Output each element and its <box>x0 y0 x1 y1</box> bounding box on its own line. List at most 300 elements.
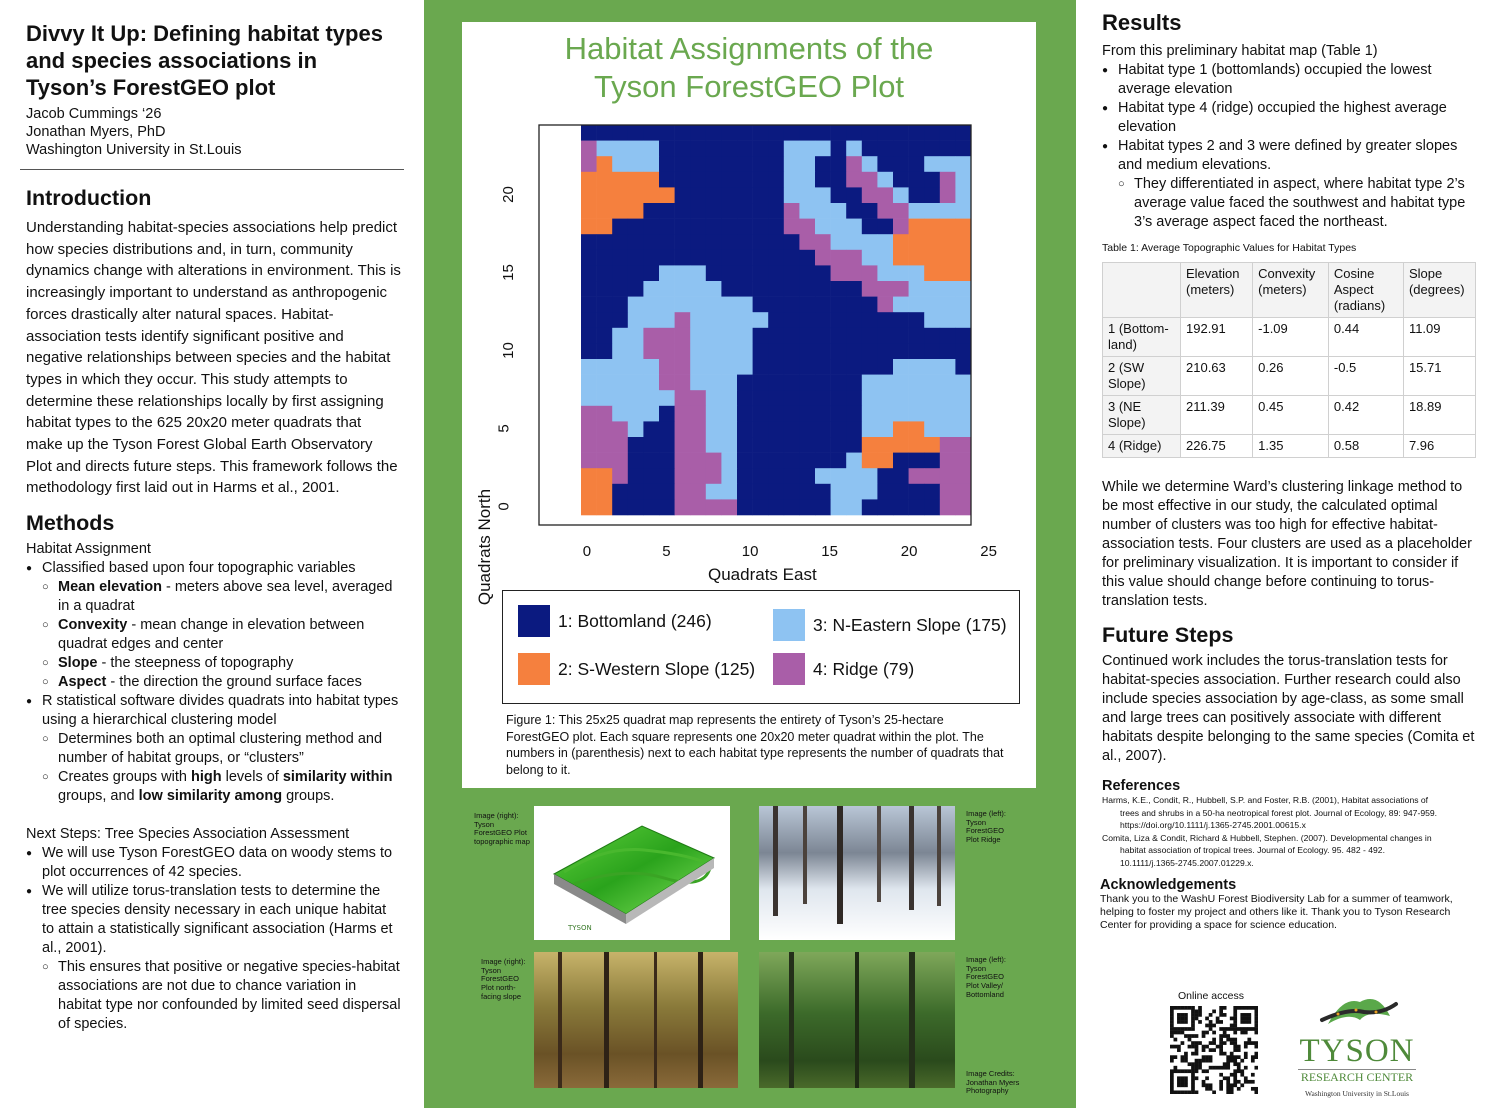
quadrat-cell-18-17 <box>862 234 878 250</box>
quadrat-cell-13-11 <box>784 328 800 344</box>
quadrat-cell-12-20 <box>768 187 784 203</box>
quadrat-cell-24-9 <box>955 359 971 375</box>
quadrat-cell-13-5 <box>784 421 800 437</box>
qr-module <box>1205 1087 1209 1091</box>
quadrat-cell-12-18 <box>768 219 784 235</box>
quadrat-cell-17-5 <box>846 421 862 437</box>
qr-module <box>1209 1041 1213 1045</box>
quadrat-cell-8-7 <box>706 390 722 406</box>
next-steps-list <box>26 844 402 1034</box>
quadrat-cell-5-0 <box>659 499 675 515</box>
qr-module <box>1170 1024 1174 1028</box>
qr-module <box>1223 1006 1227 1010</box>
quadrat-cell-15-6 <box>815 406 831 422</box>
results-bullet: ● Habitat type 4 (ridge) occupied the highest average elevation <box>1102 99 1480 137</box>
quadrat-cell-5-1 <box>659 484 675 500</box>
quadrat-cell-14-20 <box>799 187 815 203</box>
qr-module <box>1181 1059 1185 1063</box>
quadrat-cell-23-19 <box>940 203 956 219</box>
legend-swatch <box>518 605 550 637</box>
qr-module <box>1191 1052 1195 1056</box>
quadrat-cell-4-11 <box>643 328 659 344</box>
qr-module <box>1223 1062 1227 1066</box>
qr-module <box>1191 1006 1195 1010</box>
quadrat-cell-19-15 <box>877 265 893 281</box>
quadrat-cell-15-8 <box>815 375 831 391</box>
quadrat-cell-5-3 <box>659 453 675 469</box>
quadrat-cell-5-16 <box>659 250 675 266</box>
quadrat-cell-22-12 <box>924 312 940 328</box>
future-text: Continued work includes the torus-translation tests for habitat-species association. Further research could also include species association by age-class, as some small and large trees can positively associate with different habitats despite belonging to the same species (Comita et al., 2007). <box>1102 653 1475 764</box>
qr-module <box>1191 1080 1195 1084</box>
quadrat-cell-11-24 <box>753 125 769 141</box>
quadrat-cell-23-10 <box>940 343 956 359</box>
quadrat-cell-10-4 <box>737 437 753 453</box>
quadrat-cell-7-7 <box>690 390 706 406</box>
figure-title-line-2: Tyson ForestGEO Plot <box>593 69 905 104</box>
quadrat-cell-15-10 <box>815 343 831 359</box>
quadrat-cell-5-12 <box>659 312 675 328</box>
left-column <box>0 0 424 1108</box>
quadrat-cell-11-5 <box>753 421 769 437</box>
quadrat-cell-21-23 <box>909 141 925 157</box>
quadrat-cell-12-13 <box>768 297 784 313</box>
qr-module <box>1233 1069 1237 1073</box>
logo-university: Washington University in St.Louis <box>1305 1089 1409 1098</box>
qr-code[interactable] <box>1170 1006 1258 1094</box>
quadrat-cell-21-7 <box>909 390 925 406</box>
quadrat-cell-19-24 <box>877 125 893 141</box>
quadrat-cell-23-21 <box>940 172 956 188</box>
quadrat-cell-22-17 <box>924 234 940 250</box>
quadrat-cell-19-9 <box>877 359 893 375</box>
affiliation: Washington University in St.Louis <box>26 142 242 158</box>
quadrat-cell-16-15 <box>831 265 847 281</box>
quadrat-cell-5-19 <box>659 203 675 219</box>
qr-module <box>1170 1080 1174 1084</box>
methods-sub-bullet: ○ Convexity - mean change in elevation between quadrat edges and center <box>26 616 402 654</box>
quadrat-cell-7-11 <box>690 328 706 344</box>
quadrat-cell-7-14 <box>690 281 706 297</box>
quadrat-cell-6-15 <box>675 265 691 281</box>
reference-link[interactable]: https://doi.org/10.1111/j.1365-2745.2001.00615.x <box>1120 820 1306 830</box>
quadrat-cell-21-17 <box>909 234 925 250</box>
legend-swatch <box>773 609 805 641</box>
qr-module <box>1170 1006 1174 1010</box>
x-axis-label: Quadrats East <box>708 565 817 584</box>
quadrat-cell-24-16 <box>955 250 971 266</box>
quadrat-cell-6-17 <box>675 234 691 250</box>
quadrat-cell-20-8 <box>893 375 909 391</box>
quadrat-cell-11-15 <box>753 265 769 281</box>
qr-module <box>1254 1090 1258 1094</box>
results-list <box>1102 61 1480 232</box>
quadrat-cell-24-13 <box>955 297 971 313</box>
qr-module <box>1198 1062 1202 1066</box>
quadrat-cell-13-6 <box>784 406 800 422</box>
quadrat-cell-24-20 <box>955 187 971 203</box>
qr-module <box>1254 1027 1258 1031</box>
qr-module <box>1205 1017 1209 1021</box>
quadrat-cell-18-20 <box>862 187 878 203</box>
quadrat-cell-21-20 <box>909 187 925 203</box>
qr-module <box>1237 1055 1241 1059</box>
qr-module <box>1191 1066 1195 1070</box>
qr-module <box>1237 1066 1241 1070</box>
quadrat-cell-12-4 <box>768 437 784 453</box>
quadrat-cell-14-12 <box>799 312 815 328</box>
quadrat-cell-5-2 <box>659 468 675 484</box>
quadrat-cell-7-4 <box>690 437 706 453</box>
qr-module <box>1247 1041 1251 1045</box>
qr-module <box>1219 1073 1223 1077</box>
quadrat-cell-19-8 <box>877 375 893 391</box>
qr-module <box>1237 1069 1241 1073</box>
qr-module <box>1177 1090 1181 1094</box>
qr-module <box>1237 1027 1241 1031</box>
quadrat-cell-3-20 <box>628 187 644 203</box>
quadrat-cell-13-21 <box>784 172 800 188</box>
quadrat-cell-21-0 <box>909 499 925 515</box>
quadrat-cell-14-16 <box>799 250 815 266</box>
quadrat-cell-9-3 <box>721 453 737 469</box>
quadrat-cell-3-23 <box>628 141 644 157</box>
qr-module <box>1223 1034 1227 1038</box>
quadrat-cell-6-2 <box>675 468 691 484</box>
quadrat-cell-9-9 <box>721 359 737 375</box>
methods-list <box>26 559 402 806</box>
qr-module <box>1247 1080 1251 1084</box>
quadrat-cell-10-16 <box>737 250 753 266</box>
qr-module <box>1233 1076 1237 1080</box>
quadrat-cell-23-16 <box>940 250 956 266</box>
quadrat-cell-6-18 <box>675 219 691 235</box>
qr-module <box>1226 1034 1230 1038</box>
table-row <box>1103 318 1476 357</box>
qr-module <box>1244 1031 1248 1035</box>
qr-module <box>1195 1059 1199 1063</box>
quadrat-cell-9-24 <box>721 125 737 141</box>
legend-item-sw-slope: 2: S-Western Slope (125) <box>518 653 755 685</box>
qr-module <box>1247 1017 1251 1021</box>
qr-module <box>1216 1017 1220 1021</box>
quadrat-cell-7-12 <box>690 312 706 328</box>
quadrat-cell-24-8 <box>955 375 971 391</box>
quadrat-cell-16-7 <box>831 390 847 406</box>
qr-module <box>1170 1069 1174 1073</box>
qr-module <box>1170 1010 1174 1014</box>
quadrat-cell-5-18 <box>659 219 675 235</box>
next-steps-bullet: ● We will use Tyson ForestGEO data on woody stems to plot occurrences of 42 species. <box>26 844 402 882</box>
quadrat-cell-17-1 <box>846 484 862 500</box>
qr-module <box>1226 1027 1230 1031</box>
table-header-cell: Elevation (meters) <box>1181 263 1253 318</box>
quadrat-cell-0-5 <box>581 421 597 437</box>
quadrat-cell-9-8 <box>721 375 737 391</box>
qr-module <box>1184 1069 1188 1073</box>
qr-module <box>1181 1076 1185 1080</box>
quadrat-cell-22-24 <box>924 125 940 141</box>
quadrat-cell-15-18 <box>815 219 831 235</box>
quadrat-cell-19-21 <box>877 172 893 188</box>
qr-module <box>1191 1013 1195 1017</box>
qr-module <box>1233 1048 1237 1052</box>
results-paragraph: While we determine Ward’s clustering linkage method to be most effective in our study, the calculated optimal number of clusters was too high for effective habitat-association tests. Four clusters are used as a placeholder for preliminary visualization. It is important to consider if this value should change before continuing to torus-translation tests. <box>1102 479 1472 609</box>
quadrat-cell-14-9 <box>799 359 815 375</box>
qr-module <box>1209 1059 1213 1063</box>
quadrat-cell-9-4 <box>721 437 737 453</box>
quadrat-cell-23-22 <box>940 156 956 172</box>
quadrat-cell-14-13 <box>799 297 815 313</box>
quadrat-cell-20-24 <box>893 125 909 141</box>
quadrat-cell-18-4 <box>862 437 878 453</box>
quadrat-cell-22-6 <box>924 406 940 422</box>
quadrat-cell-9-20 <box>721 187 737 203</box>
quadrat-cell-8-4 <box>706 437 722 453</box>
qr-module <box>1174 1090 1178 1094</box>
quadrat-cell-8-13 <box>706 297 722 313</box>
reference-link[interactable]: 10.1111/j.1365-2745.2007.01229.x. <box>1120 857 1254 868</box>
quadrat-cell-16-2 <box>831 468 847 484</box>
quadrat-cell-18-5 <box>862 421 878 437</box>
qr-module <box>1230 1090 1234 1094</box>
references-list <box>1102 794 1480 869</box>
qr-module <box>1181 1017 1185 1021</box>
quadrat-cell-8-17 <box>706 234 722 250</box>
quadrat-cell-11-21 <box>753 172 769 188</box>
quadrat-cell-22-11 <box>924 328 940 344</box>
quadrat-cell-16-24 <box>831 125 847 141</box>
quadrat-cell-18-14 <box>862 281 878 297</box>
quadrat-cell-0-6 <box>581 406 597 422</box>
quadrat-cell-22-1 <box>924 484 940 500</box>
quadrat-cell-16-8 <box>831 375 847 391</box>
qr-module <box>1181 1041 1185 1045</box>
qr-module <box>1230 1052 1234 1056</box>
quadrat-cell-10-13 <box>737 297 753 313</box>
quadrat-cell-2-23 <box>612 141 628 157</box>
table-cell: 0.42 <box>1328 396 1403 435</box>
next-steps-bullet: ● We will utilize torus-translation tests to determine the tree species density necessary in each unique habitat to attain a statistically significant association (Harms et al., 2001). <box>26 882 402 958</box>
quadrat-cell-17-22 <box>846 156 862 172</box>
qr-module <box>1184 1020 1188 1024</box>
qr-module <box>1244 1045 1248 1049</box>
qr-module <box>1240 1020 1244 1024</box>
topographic-map-graphic <box>534 806 730 940</box>
quadrat-cell-18-24 <box>862 125 878 141</box>
qr-module <box>1195 1052 1199 1056</box>
quadrat-cell-2-0 <box>612 499 628 515</box>
quadrat-cell-20-23 <box>893 141 909 157</box>
qr-module <box>1170 1055 1174 1059</box>
qr-module <box>1230 1073 1234 1077</box>
quadrat-cell-17-23 <box>846 141 862 157</box>
qr-module <box>1223 1041 1227 1045</box>
quadrat-cell-6-19 <box>675 203 691 219</box>
qr-module <box>1191 1024 1195 1028</box>
quadrat-cell-23-11 <box>940 328 956 344</box>
quadrat-cell-13-9 <box>784 359 800 375</box>
x-tick-label: 10 <box>741 543 759 560</box>
quadrat-cell-18-18 <box>862 219 878 235</box>
qr-module <box>1174 1066 1178 1070</box>
qr-module <box>1237 1045 1241 1049</box>
quadrat-cell-5-20 <box>659 187 675 203</box>
y-tick-label: 15 <box>499 264 517 282</box>
quadrat-cell-10-10 <box>737 343 753 359</box>
quadrat-cell-12-7 <box>768 390 784 406</box>
results-intro: From this preliminary habitat map (Table 1) <box>1102 43 1378 59</box>
x-tick-label: 20 <box>900 543 918 560</box>
legend <box>502 590 1020 704</box>
qr-module <box>1212 1024 1216 1028</box>
qr-module <box>1205 1031 1209 1035</box>
quadrat-cell-18-0 <box>862 499 878 515</box>
quadrat-cell-13-13 <box>784 297 800 313</box>
quadrat-cell-15-20 <box>815 187 831 203</box>
quadrat-cell-15-11 <box>815 328 831 344</box>
table-cell: 0.58 <box>1328 435 1403 458</box>
quadrat-cell-24-12 <box>955 312 971 328</box>
quadrat-cell-10-8 <box>737 375 753 391</box>
quadrat-cell-9-12 <box>721 312 737 328</box>
qr-module <box>1237 1006 1241 1010</box>
qr-module <box>1191 1062 1195 1066</box>
quadrat-cell-20-9 <box>893 359 909 375</box>
quadrat-cell-22-2 <box>924 468 940 484</box>
quadrat-cell-9-17 <box>721 234 737 250</box>
quadrat-cell-0-2 <box>581 468 597 484</box>
quadrat-cell-17-24 <box>846 125 862 141</box>
qr-module <box>1209 1027 1213 1031</box>
qr-module <box>1184 1083 1188 1087</box>
quadrat-cell-11-8 <box>753 375 769 391</box>
qr-module <box>1195 1045 1199 1049</box>
quadrat-cell-8-12 <box>706 312 722 328</box>
quadrat-cell-15-0 <box>815 499 831 515</box>
qr-module <box>1230 1027 1234 1031</box>
quadrat-cell-24-23 <box>955 141 971 157</box>
quadrat-cell-20-6 <box>893 406 909 422</box>
quadrat-cell-5-23 <box>659 141 675 157</box>
next-steps-sub-bullet: ○ This ensures that positive or negative species-habitat associations are not due to chance variation in habitat type nor confounded by limited seed dispersal of species. <box>26 958 402 1034</box>
quadrat-cell-0-9 <box>581 359 597 375</box>
quadrat-cell-22-18 <box>924 219 940 235</box>
quadrat-cell-3-19 <box>628 203 644 219</box>
quadrat-cell-14-24 <box>799 125 815 141</box>
quadrat-cell-8-20 <box>706 187 722 203</box>
quadrat-cell-13-19 <box>784 203 800 219</box>
methods-bullet: ● R statistical software divides quadrats into habitat types using a hierarchical clustering model <box>26 692 402 730</box>
quadrat-cell-15-24 <box>815 125 831 141</box>
qr-module <box>1191 1045 1195 1049</box>
quadrat-cell-13-14 <box>784 281 800 297</box>
qr-module <box>1205 1055 1209 1059</box>
quadrat-cell-15-21 <box>815 172 831 188</box>
legend-swatch <box>518 653 550 685</box>
quadrat-cell-6-8 <box>675 375 691 391</box>
quadrat-cell-7-1 <box>690 484 706 500</box>
quadrat-cell-4-16 <box>643 250 659 266</box>
y-tick-label: 10 <box>499 342 517 360</box>
quadrat-cell-3-6 <box>628 406 644 422</box>
qr-module <box>1237 1048 1241 1052</box>
quadrat-cell-9-5 <box>721 421 737 437</box>
quadrat-cell-7-22 <box>690 156 706 172</box>
quadrat-cell-22-10 <box>924 343 940 359</box>
quadrat-cell-11-4 <box>753 437 769 453</box>
quadrat-cell-21-13 <box>909 297 925 313</box>
qr-module <box>1170 1013 1174 1017</box>
qr-module <box>1170 1073 1174 1077</box>
qr-module <box>1209 1020 1213 1024</box>
author-2: Jonathan Myers, PhD <box>26 124 166 140</box>
qr-module <box>1195 1048 1199 1052</box>
quadrat-cell-8-9 <box>706 359 722 375</box>
quadrat-cell-21-9 <box>909 359 925 375</box>
qr-module <box>1247 1038 1251 1042</box>
quadrat-cell-20-17 <box>893 234 909 250</box>
quadrat-cell-10-14 <box>737 281 753 297</box>
quadrat-cell-11-0 <box>753 499 769 515</box>
qr-module <box>1251 1006 1255 1010</box>
quadrat-cell-21-11 <box>909 328 925 344</box>
quadrat-cell-3-11 <box>628 328 644 344</box>
qr-module <box>1191 1083 1195 1087</box>
qr-module <box>1202 1034 1206 1038</box>
quadrat-cell-23-23 <box>940 141 956 157</box>
quadrat-cell-1-2 <box>597 468 613 484</box>
quadrat-cell-6-3 <box>675 453 691 469</box>
qr-module <box>1174 1027 1178 1031</box>
quadrat-cell-13-8 <box>784 375 800 391</box>
quadrat-cell-6-4 <box>675 437 691 453</box>
quadrat-cell-21-1 <box>909 484 925 500</box>
qr-module <box>1240 1069 1244 1073</box>
quadrat-cell-6-21 <box>675 172 691 188</box>
quadrat-cell-12-23 <box>768 141 784 157</box>
qr-module <box>1177 1013 1181 1017</box>
qr-module <box>1219 1083 1223 1087</box>
qr-module <box>1184 1052 1188 1056</box>
qr-module <box>1247 1013 1251 1017</box>
qr-module <box>1254 1052 1258 1056</box>
quadrat-cell-11-22 <box>753 156 769 172</box>
quadrat-cell-17-19 <box>846 203 862 219</box>
quadrat-cell-6-24 <box>675 125 691 141</box>
quadrat-cell-22-19 <box>924 203 940 219</box>
qr-module <box>1254 1013 1258 1017</box>
qr-module <box>1181 1006 1185 1010</box>
quadrat-cell-3-1 <box>628 484 644 500</box>
quadrat-cell-18-16 <box>862 250 878 266</box>
bottomland-photo <box>759 952 955 1088</box>
quadrat-cell-0-11 <box>581 328 597 344</box>
quadrat-cell-19-23 <box>877 141 893 157</box>
quadrat-cell-14-15 <box>799 265 815 281</box>
quadrat-cell-17-20 <box>846 187 862 203</box>
table-caption: Table 1: Average Topographic Values for Habitat Types <box>1102 242 1357 254</box>
quadrat-cell-19-0 <box>877 499 893 515</box>
quadrat-cell-3-9 <box>628 359 644 375</box>
quadrat-cell-20-12 <box>893 312 909 328</box>
quadrat-cell-2-9 <box>612 359 628 375</box>
qr-module <box>1188 1027 1192 1031</box>
quadrat-cell-10-5 <box>737 421 753 437</box>
quadrat-cell-7-20 <box>690 187 706 203</box>
qr-module <box>1230 1087 1234 1091</box>
quadrat-cell-7-13 <box>690 297 706 313</box>
